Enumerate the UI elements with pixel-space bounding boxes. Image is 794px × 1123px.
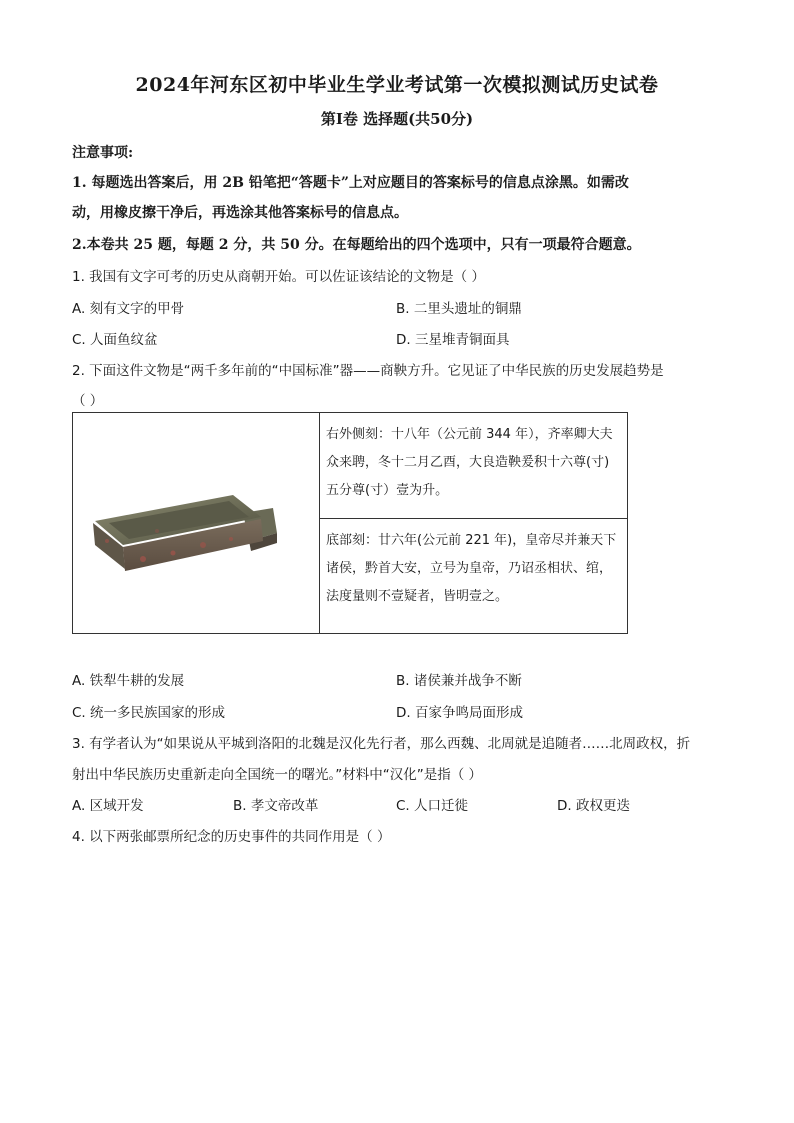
question-3-stem-line-1: 3. 有学者认为“如果说从平城到洛阳的北魏是汉化先行者，那么西魏、北周就是追随者……北周政权，折 <box>72 736 691 752</box>
artifact-table <box>72 412 628 634</box>
question-1-option-d[interactable]: D. 三星堆青铜面具 <box>396 332 510 348</box>
question-1-option-a[interactable]: A. 刻有文字的甲骨 <box>72 301 185 317</box>
inscription-bottom: 底部刻：廿六年(公元前 221 年)，皇帝尽并兼天下诸侯，黔首大安，立号为皇帝，乃诏丞相状、绾，法度量则不壹疑者，皆明壹之。 <box>320 519 628 634</box>
section-subtitle: 第Ⅰ卷 选择题(共50分) <box>320 110 474 128</box>
artifact-image-cell <box>73 413 320 634</box>
question-2-option-c[interactable]: C. 统一多民族国家的形成 <box>72 705 226 721</box>
question-2-stem-line-2: （ ） <box>72 393 104 409</box>
notes-item-2: 2.本卷共 25 题，每题 2 分，共 50 分。在每题给出的四个选项中，只有一项最符合题意。 <box>72 237 641 253</box>
question-1-option-c[interactable]: C. 人面鱼纹盆 <box>72 332 158 348</box>
question-1-stem: 1. 我国有文字可考的历史从商朝开始。可以佐证该结论的文物是（ ） <box>72 269 485 285</box>
question-3-option-b[interactable]: B. 孝文帝改革 <box>233 798 319 814</box>
page-title: 2024年河东区初中毕业生学业考试第一次模拟测试历史试卷 <box>135 74 659 96</box>
question-1-option-b[interactable]: B. 二里头遗址的铜鼎 <box>396 301 522 317</box>
notes-item-1-line-1: 1. 每题选出答案后，用 2B 铅笔把“答题卡”上对应题目的答案标号的信息点涂黑。如需改 <box>72 175 629 191</box>
question-3-option-a[interactable]: A. 区域开发 <box>72 798 144 814</box>
question-2-stem-line-1: 2. 下面这件文物是“两千多年前的“中国标准”器——商鞅方升。它见证了中华民族的历史发展趋势是 <box>72 363 664 379</box>
question-4-stem: 4. 以下两张邮票所纪念的历史事件的共同作用是（ ） <box>72 829 391 845</box>
question-3-option-d[interactable]: D. 政权更迭 <box>557 798 630 814</box>
question-2-option-d[interactable]: D. 百家争鸣局面形成 <box>396 705 523 721</box>
notes-heading: 注意事项: <box>72 145 134 161</box>
shang-yang-measure-image <box>73 413 319 629</box>
notes-item-1-line-2: 动，用橡皮擦干净后，再选涂其他答案标号的信息点。 <box>72 205 408 221</box>
question-3-stem-line-2: 射出中华民族历史重新走向全国统一的曙光。”材料中“汉化”是指（ ） <box>72 767 483 783</box>
question-2-option-b[interactable]: B. 诸侯兼并战争不断 <box>396 673 522 689</box>
inscription-side: 右外侧刻：十八年（公元前 344 年），齐率卿大夫众来聘，冬十二月乙酉，大良造鞅爰积十六尊(寸)五分尊(寸）壹为升。 <box>320 413 628 519</box>
question-3-option-c[interactable]: C. 人口迁徙 <box>396 798 469 814</box>
question-2-option-a[interactable]: A. 铁犁牛耕的发展 <box>72 673 185 689</box>
